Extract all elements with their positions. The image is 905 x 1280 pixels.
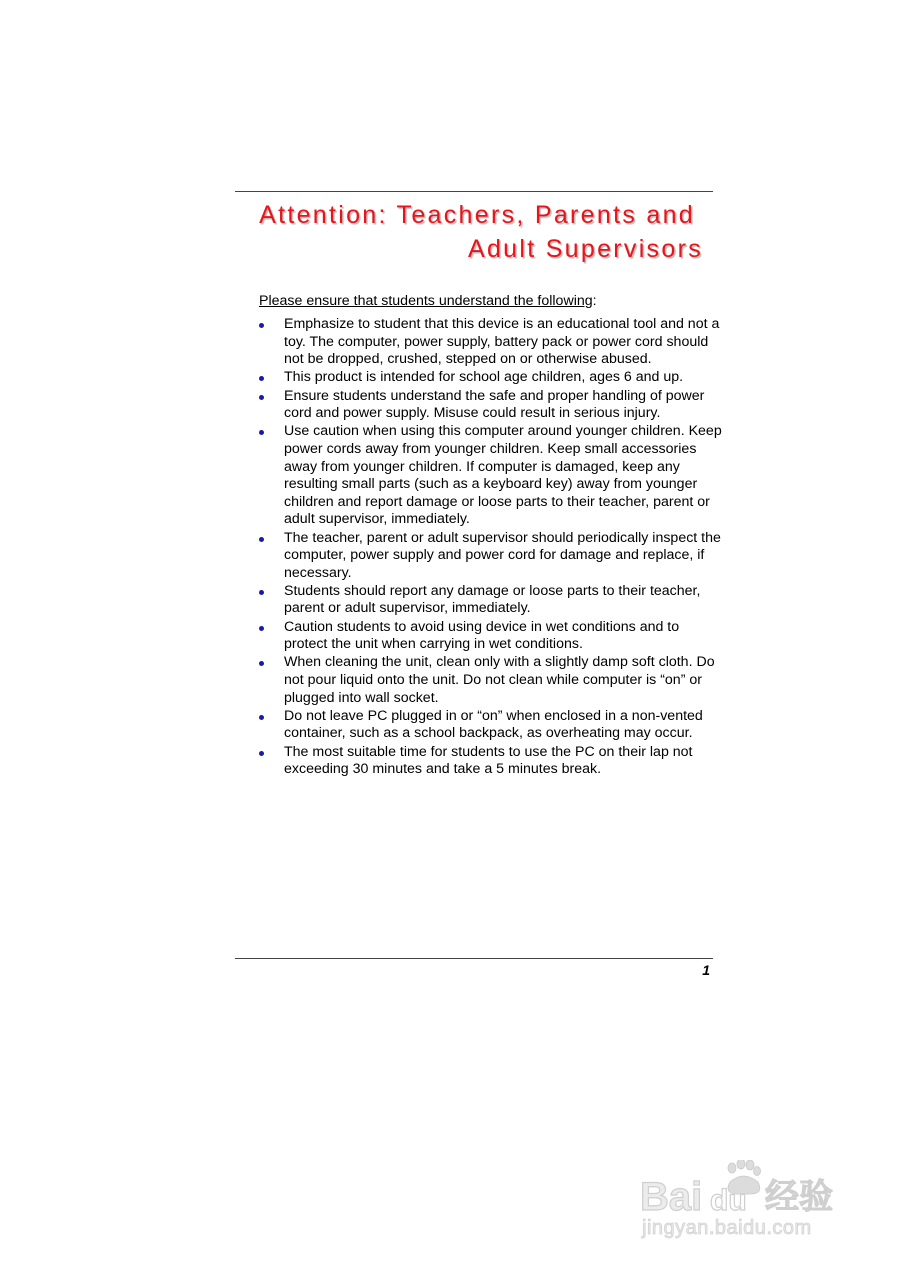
safety-list: [255, 316, 725, 779]
bottom-rule: [235, 958, 713, 959]
title-line-2: Adult Supervisors: [467, 235, 703, 263]
bullet-icon: [259, 590, 264, 595]
bullet-icon: [259, 661, 264, 666]
intro-text: [259, 292, 597, 310]
list-item: [255, 619, 725, 654]
list-item-text: Students should report any damage or loose parts to their teacher, parent or adult supervisor, immediately.: [284, 582, 701, 617]
list-item: [255, 744, 725, 779]
bullet-icon: [259, 537, 264, 542]
bullet-icon: [259, 626, 264, 631]
list-item-text: Caution students to avoid using device in wet conditions and to protect the unit when carrying in wet conditions.: [284, 618, 680, 653]
bullet-icon: [259, 430, 264, 435]
list-item-text: Use caution when using this computer around younger children. Keep power cords away from younger children. Keep small accessories away from younger children. If computer is damaged, keep any resulting small parts (such as a keyboard key) away from younger children and report damage or loose parts to their teacher, parent or adult supervisor, immediately.: [284, 423, 722, 528]
list-item: [255, 369, 725, 387]
svg-text:Bai: Bai: [640, 1175, 703, 1219]
bullet-icon: [259, 715, 264, 720]
top-rule: [235, 191, 713, 192]
list-item: [255, 388, 725, 423]
intro-colon: :: [592, 293, 597, 309]
bullet-icon: [259, 323, 264, 328]
bullet-icon: [259, 751, 264, 756]
page-title: [235, 198, 703, 266]
list-item-text: When cleaning the unit, clean only with a slightly damp soft cloth. Do not pour liquid onto the unit. Do not clean while computer is “on” or plugged into wall socket.: [284, 654, 715, 706]
svg-text:du: du: [710, 1184, 747, 1217]
list-item: [255, 583, 725, 618]
list-item: [255, 423, 725, 529]
list-item: [255, 316, 725, 369]
list-item-text: Do not leave PC plugged in or “on” when enclosed in a non-vented container, such as a school backpack, as overheating may occur.: [284, 707, 703, 742]
watermark-url: jingyan.baidu.com: [642, 1217, 812, 1239]
bullet-icon: [259, 395, 264, 400]
list-item-text: The most suitable time for students to use the PC on their lap not exceeding 30 minutes and take a 5 minutes break.: [284, 743, 693, 778]
page-number: 1: [702, 962, 710, 978]
list-item: [255, 654, 725, 707]
list-item-text: The teacher, parent or adult supervisor should periodically inspect the computer, power supply and power cord for damage and replace, if necessary.: [284, 529, 721, 581]
list-item: [255, 708, 725, 743]
list-item-text: Emphasize to student that this device is an educational tool and not a toy. The computer, power supply, battery pack or power cord should not be dropped, crushed, stepped on or otherwise abused.: [284, 316, 720, 368]
svg-text:经验: 经验: [765, 1177, 833, 1217]
list-item-text: This product is intended for school age children, ages 6 and up.: [284, 369, 684, 386]
list-item: [255, 530, 725, 583]
baidu-jingyan-logo-icon: [640, 1160, 850, 1220]
list-item-text: Ensure students understand the safe and proper handling of power cord and power supply. Misuse could result in serious injury.: [284, 387, 705, 422]
intro-underlined: Please ensure that students understand the following: [259, 293, 593, 309]
bullet-icon: [259, 376, 264, 381]
title-line-1: Attention: Teachers, Parents and: [259, 201, 695, 229]
watermark: [640, 1140, 860, 1250]
